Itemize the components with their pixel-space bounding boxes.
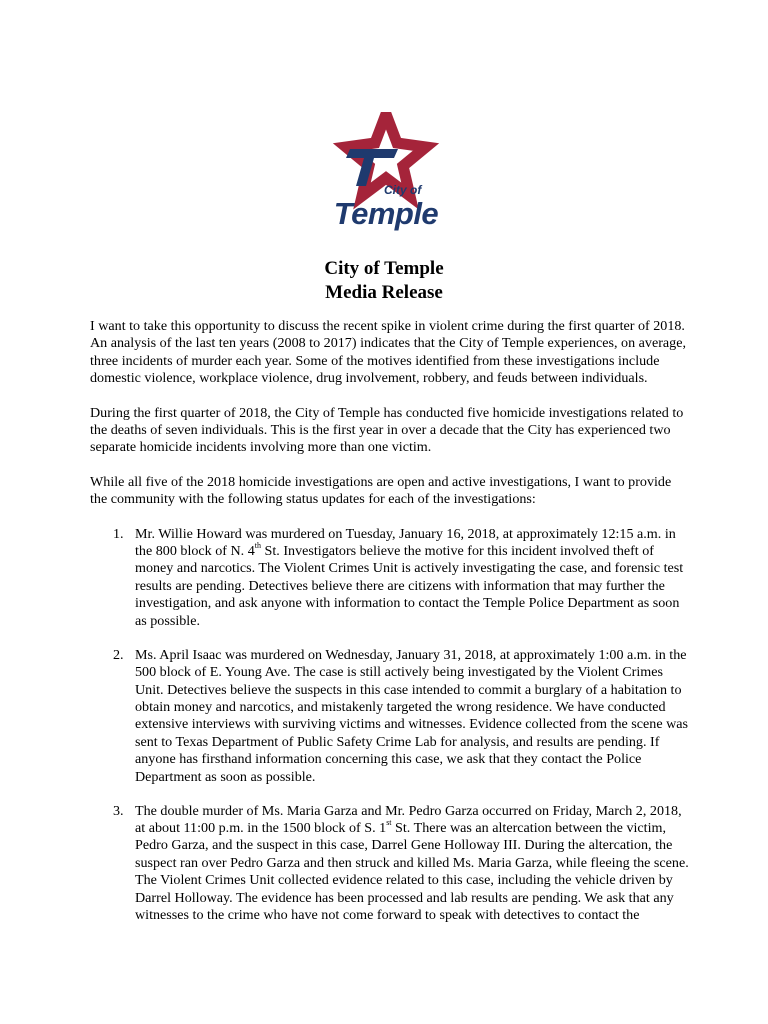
homicide-summary-paragraph: During the first quarter of 2018, the City of Temple has conducted five homicide investigations related to the deaths of seven individuals. This is the first year in over a decade that the City has experienced two separate homicide incidents involving more than one victim. [90, 404, 684, 456]
document-title [0, 257, 768, 305]
list-item-number: 2. [113, 646, 124, 663]
logo-city-of-text: City of [384, 183, 422, 197]
title-line-2: Media Release [325, 282, 443, 303]
ordinal-superscript: st [386, 818, 392, 828]
list-item-text: Ms. April Isaac was murdered on Wednesday, January 31, 2018, at approximately 1:00 a.m. in the 500 block of E. Young Ave. The case is still actively being investigated by the Violent Crimes Unit. Detectives believe the suspects in this case intended to commit a burglary of a habitation to obtain money and narcotics, and mistakenly targeted the wrong residence. We have conducted extensive interviews with surviving victims and witnesses. Evidence collected from the scene was sent to Texas Department of Public Safety Crime Lab for analysis, and results are pending. If anyone has firsthand information concerning this case, we ask that they contact the Police Department as soon as possible. [135, 646, 689, 785]
ordinal-superscript: th [254, 541, 262, 551]
title-line-1: City of Temple [324, 258, 444, 279]
star-logo-icon [322, 112, 450, 232]
list-item [90, 526, 690, 630]
document-body [90, 318, 690, 941]
list-item-text [135, 526, 683, 629]
list-item-number: 3. [113, 802, 124, 819]
list-item [90, 647, 690, 786]
list-item-text-part: St. Investigators believe the motive for this incident involved theft of money and narcotics. The Violent Crimes Unit is actively investigating the case, and forensic test results are pending. Detectives believe there are citizens with information that may further the investigation, and ask anyone with information to contact the Temple Police Department as soon as possible. [135, 543, 684, 629]
list-item-text-part: St. There was an altercation between the victim, Pedro Garza, and the suspect in this case, Darrel Gene Holloway III. During the altercation, the suspect ran over Pedro Garza and then struck and killed Ms. Maria Garza, while fleeing the scene. The Violent Crimes Unit collected evidence related to this case, including the vehicle driven by Darrel Holloway. The evidence has been processed and lab results are pending. We ask that any witnesses to the crime who have not come forward to speak with detectives to contact the [135, 819, 689, 923]
list-item-text [135, 803, 689, 923]
investigation-list [90, 526, 690, 925]
list-item [90, 803, 690, 925]
intro-paragraph: I want to take this opportunity to discuss the recent spike in violent crime during the first quarter of 2018. An analysis of the last ten years (2008 to 2017) indicates that the City of Temple experiences, on average, three incidents of murder each year. Some of the motives identified from these investigations include domestic violence, workplace violence, drug involvement, robbery, and feuds between individuals. [90, 318, 686, 387]
status-update-paragraph: While all five of the 2018 homicide investigations are open and active investigations, I want to provide the community with the following status updates for each of the investigations: [90, 473, 672, 508]
list-item-text-part: The double murder of Ms. Maria Garza and Mr. Pedro Garza occurred on Friday, March 2, 2018, at about 11:00 p.m. in the 1500 block of S. 1 [135, 802, 682, 836]
list-item-text-part: Mr. Willie Howard was murdered on Tuesday, January 16, 2018, at approximately 12:15 a.m. in the 800 block of N. 4 [135, 525, 676, 560]
city-of-temple-logo [322, 112, 450, 232]
list-item-number: 1. [113, 525, 124, 542]
logo-temple-text: Temple [333, 196, 439, 231]
